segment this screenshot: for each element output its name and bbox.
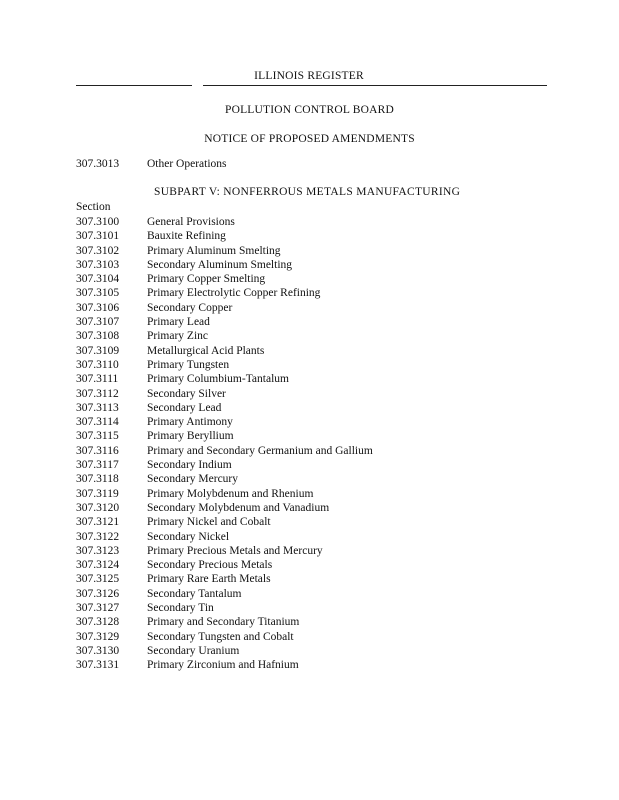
section-number: 307.3116 [76, 444, 119, 457]
section-title: Primary Molybdenum and Rhenium [147, 487, 314, 500]
section-row [76, 587, 373, 601]
section-title: Secondary Indium [147, 459, 232, 472]
section-number: 307.3117 [76, 459, 119, 472]
section-title: Primary Precious Metals and Mercury [147, 544, 323, 557]
section-number: 307.3013 [76, 158, 120, 170]
section-row [76, 372, 373, 386]
section-row [76, 501, 373, 515]
section-title: Secondary Aluminum Smelting [147, 258, 293, 271]
section-row [76, 244, 373, 258]
section-number: 307.3112 [76, 387, 119, 400]
section-row [76, 644, 373, 658]
section-row [76, 530, 373, 544]
section-row [76, 301, 373, 315]
section-title: Secondary Nickel [147, 530, 230, 543]
subpart-heading: SUBPART V: NONFERROUS METALS MANUFACTURING [154, 186, 461, 198]
section-number: 307.3109 [76, 344, 120, 357]
section-title: Secondary Lead [147, 401, 222, 414]
section-number: 307.3100 [76, 216, 120, 228]
section-number: 307.3122 [76, 530, 120, 543]
section-number: 307.3108 [76, 330, 120, 343]
register-title: ILLINOIS REGISTER [254, 70, 364, 82]
notice-heading: NOTICE OF PROPOSED AMENDMENTS [204, 133, 415, 145]
section-row [76, 429, 373, 443]
section-number: 307.3114 [76, 416, 119, 429]
section-title: Primary Lead [147, 316, 210, 329]
section-number: 307.3127 [76, 602, 120, 615]
section-number: 307.3115 [76, 430, 119, 443]
section-row [76, 601, 373, 615]
section-number: 307.3118 [76, 473, 119, 486]
section-number: 307.3106 [76, 301, 120, 314]
section-row [76, 544, 373, 558]
section-number: 307.3105 [76, 287, 120, 300]
section-title: Primary Zinc [147, 330, 208, 343]
section-title: Secondary Precious Metals [147, 559, 273, 572]
section-row [76, 344, 373, 358]
section-number: 307.3124 [76, 559, 120, 572]
section-number: 307.3123 [76, 544, 120, 557]
section-row [76, 515, 373, 529]
section-column-label: Section [76, 201, 111, 213]
section-row [76, 358, 373, 372]
section-number: 307.3110 [76, 358, 119, 371]
section-number: 307.3113 [76, 401, 119, 414]
section-row [76, 558, 373, 572]
section-row [76, 329, 373, 343]
section-title: Metallurgical Acid Plants [147, 344, 265, 357]
section-row [76, 472, 373, 486]
section-title: Other Operations [147, 158, 227, 170]
section-number: 307.3119 [76, 487, 119, 500]
section-number: 307.3131 [76, 659, 120, 672]
section-title: Primary Zirconium and Hafnium [147, 659, 299, 672]
section-row [76, 615, 373, 629]
section-row [76, 215, 373, 229]
section-number: 307.3107 [76, 316, 120, 329]
section-row [76, 387, 373, 401]
section-title: Bauxite Refining [147, 230, 226, 243]
section-title: Secondary Tungsten and Cobalt [147, 630, 294, 643]
section-title: Primary Tungsten [147, 358, 230, 371]
section-row [76, 658, 373, 672]
section-title: Secondary Uranium [147, 644, 240, 657]
section-title: Primary Columbium-Tantalum [147, 373, 289, 386]
section-row [76, 572, 373, 586]
section-row [76, 286, 373, 300]
section-title: Primary and Secondary Titanium [147, 616, 300, 629]
header-rule-right [203, 85, 547, 86]
section-number: 307.3102 [76, 244, 120, 257]
section-row [76, 458, 373, 472]
section-title: Secondary Copper [147, 301, 233, 314]
section-number: 307.3103 [76, 258, 120, 271]
section-number: 307.3101 [76, 230, 120, 243]
section-row [76, 315, 373, 329]
section-title: Primary Nickel and Cobalt [147, 516, 271, 529]
section-title: Primary Antimony [147, 416, 233, 429]
section-number: 307.3128 [76, 616, 120, 629]
section-title: Secondary Tin [147, 602, 214, 615]
section-row [76, 272, 373, 286]
section-title: Primary Electrolytic Copper Refining [147, 287, 321, 300]
section-row [76, 630, 373, 644]
section-title: Primary Beryllium [147, 430, 234, 443]
section-title: Secondary Mercury [147, 473, 239, 486]
section-row [76, 487, 373, 501]
section-title: Secondary Silver [147, 387, 226, 400]
header-rule-left [76, 85, 192, 86]
section-number: 307.3125 [76, 573, 120, 586]
section-number: 307.3130 [76, 644, 120, 657]
section-row [76, 258, 373, 272]
section-title: Primary and Secondary Germanium and Gallium [147, 444, 373, 457]
section-row [76, 415, 373, 429]
agency-heading: POLLUTION CONTROL BOARD [224, 104, 394, 116]
section-title: Secondary Molybdenum and Vanadium [147, 501, 330, 514]
section-row [76, 444, 373, 458]
preceding-section-row [76, 158, 227, 170]
section-title: Primary Aluminum Smelting [147, 244, 281, 257]
section-title: Primary Rare Earth Metals [147, 573, 271, 586]
section-number: 307.3111 [76, 373, 119, 386]
section-title: General Provisions [147, 216, 235, 228]
section-row [76, 401, 373, 415]
section-number: 307.3126 [76, 587, 120, 600]
section-number: 307.3129 [76, 630, 120, 643]
section-row [76, 229, 373, 243]
section-number: 307.3104 [76, 273, 120, 286]
section-number: 307.3121 [76, 516, 120, 529]
section-title: Primary Copper Smelting [147, 273, 266, 286]
section-title: Secondary Tantalum [147, 587, 242, 600]
section-number: 307.3120 [76, 501, 120, 514]
section-list [76, 215, 373, 673]
